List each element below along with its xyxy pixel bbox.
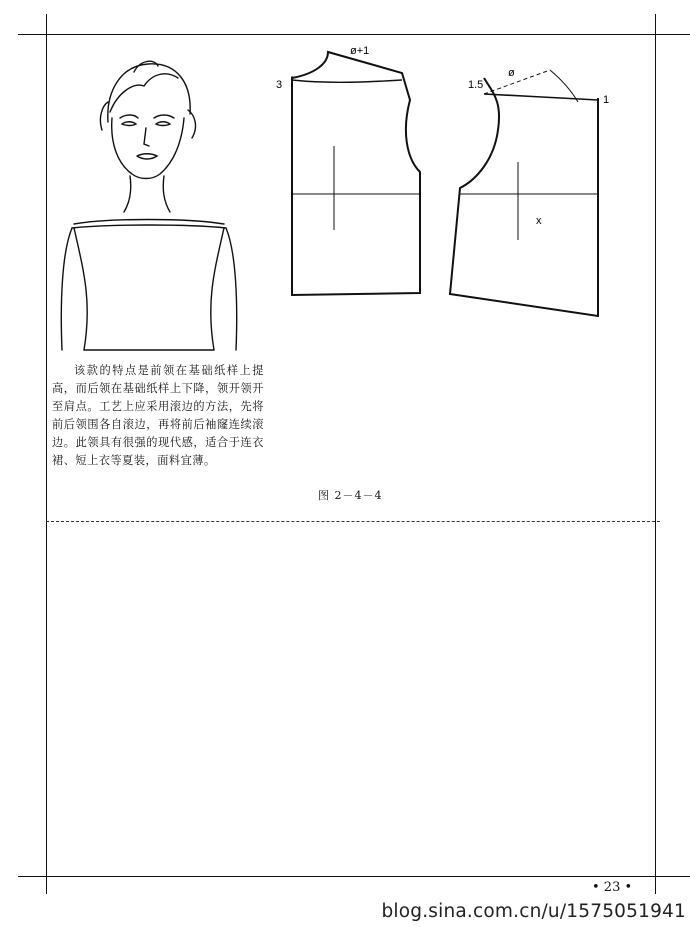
fashion-sketch-figure <box>48 52 248 352</box>
label-x-mark: x <box>536 215 542 227</box>
style-description: 该款的特点是前领在基础纸样上提高，而后领在基础纸样上下降，领开领开至肩点。工艺上应采用滚边的方法，先将前后领围各自滚边，再将前后袖窿连续滚边。此领具有很强的现代感，适合于连衣裙、短上衣等夏装，面料宜薄。 <box>52 364 264 467</box>
bottom-rule <box>18 876 690 877</box>
dashed-separator <box>46 521 660 522</box>
label-back-shoulder: 1 <box>603 94 610 106</box>
label-front-shoulder-drop: 3 <box>276 79 283 91</box>
blog-watermark: blog.sina.com.cn/u/1575051941 <box>381 901 686 922</box>
pattern-draft <box>270 40 615 325</box>
left-rule <box>46 14 47 894</box>
label-back-neck-width: ø <box>508 67 515 79</box>
figure-caption: 图 2－4－4 <box>318 489 383 502</box>
right-rule <box>655 14 656 894</box>
page-number: • 23 • <box>592 880 633 895</box>
top-rule <box>18 34 690 35</box>
label-back-neck-drop: 1.5 <box>468 79 484 91</box>
label-front-neck-raise: ø+1 <box>350 45 370 57</box>
